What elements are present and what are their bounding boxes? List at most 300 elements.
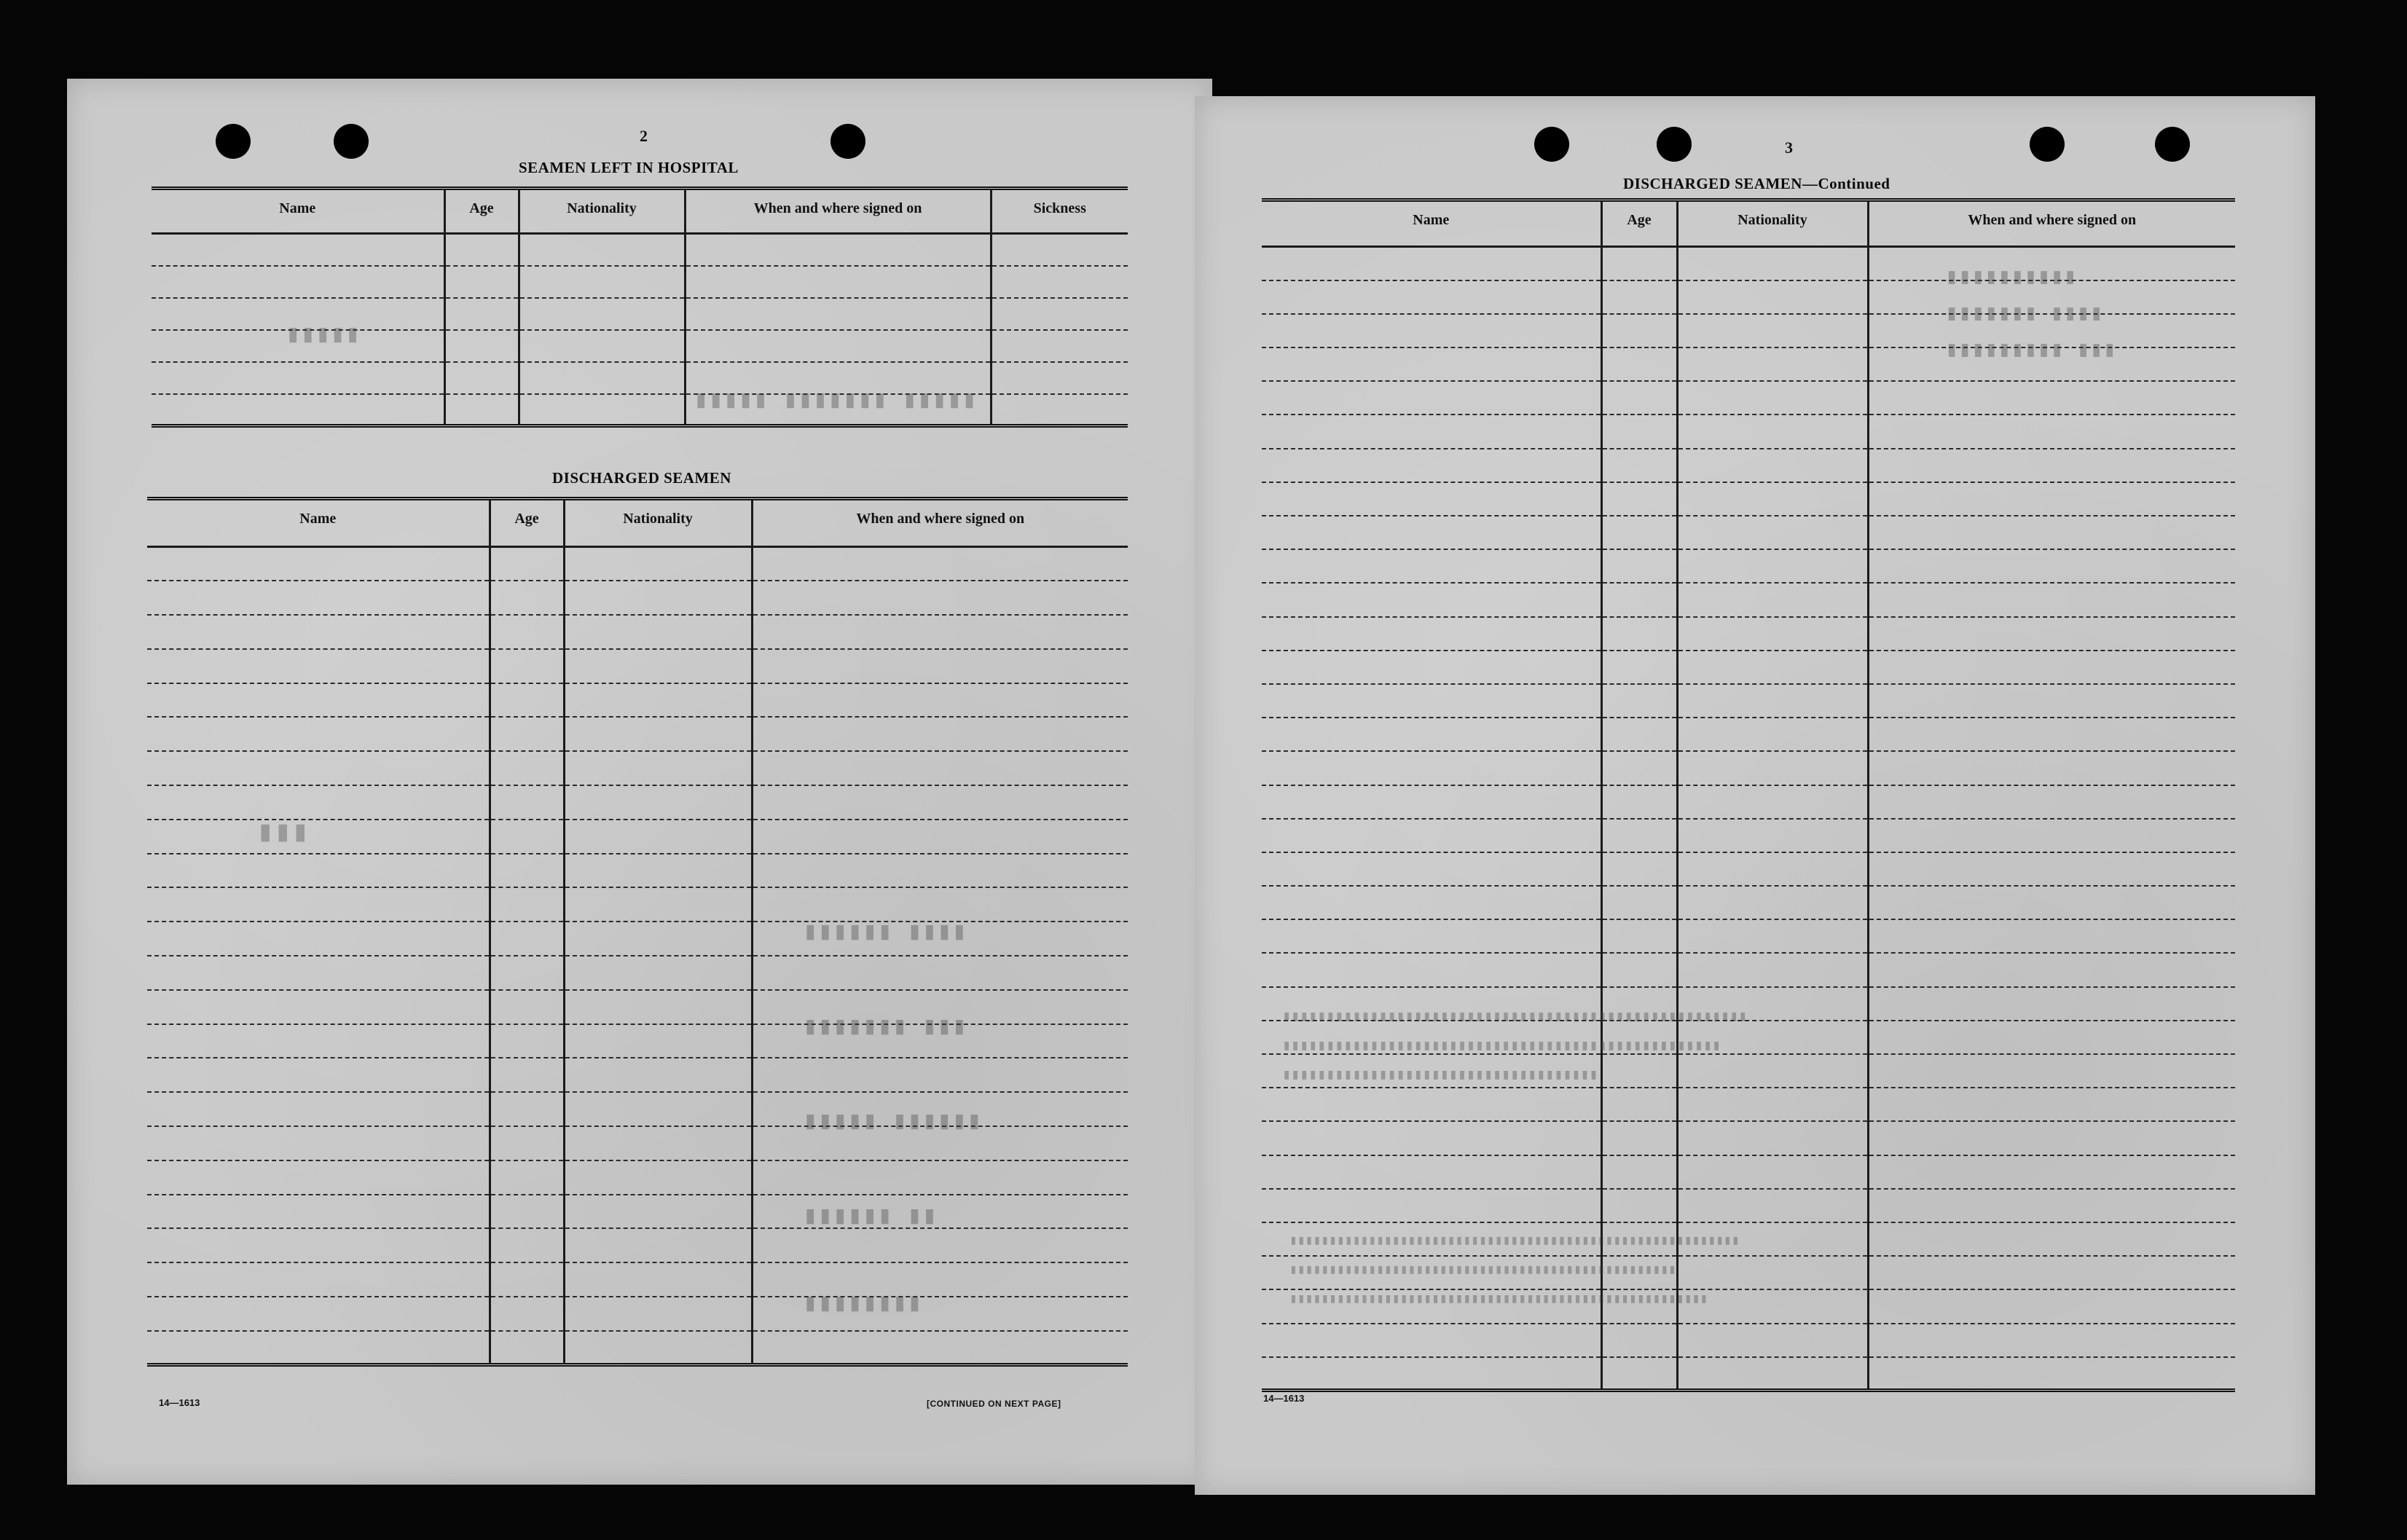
blank-cell (1601, 381, 1677, 415)
blank-cell (147, 751, 490, 785)
table-row (147, 1262, 1128, 1297)
bleed-through-marks: ▮▮▮▮▮▮ ▮▮ (803, 1203, 938, 1231)
blank-cell (147, 990, 490, 1024)
column-header-age: Age (1601, 200, 1677, 247)
blank-cell (152, 234, 444, 266)
punch-hole (216, 124, 251, 159)
blank-cell (991, 330, 1128, 362)
blank-cell (564, 820, 752, 854)
blank-cell (1601, 1088, 1677, 1121)
blank-cell (564, 1262, 752, 1297)
table-row (1262, 1088, 2235, 1121)
punch-hole (831, 124, 865, 159)
blank-cell (1262, 1121, 1601, 1155)
blank-cell (1677, 617, 1868, 651)
blank-cell (1601, 280, 1677, 314)
blank-cell (1262, 347, 1601, 381)
table-row (1262, 718, 2235, 751)
blank-cell (490, 956, 564, 990)
blank-cell (1601, 1054, 1677, 1088)
blank-cell (1868, 415, 2235, 448)
table-row (1262, 314, 2235, 347)
blank-cell (991, 266, 1128, 298)
blank-cell (147, 1297, 490, 1331)
column-header-signed-on: When and where signed on (1868, 200, 2235, 247)
blank-cell (564, 1297, 752, 1331)
table-row (1262, 1357, 2235, 1391)
blank-cell (1262, 684, 1601, 718)
table-row (147, 1160, 1128, 1195)
page-number: 2 (640, 127, 648, 145)
blank-cell (752, 615, 1128, 649)
blank-cell (1868, 852, 2235, 886)
blank-cell (444, 298, 519, 330)
blank-cell (490, 1092, 564, 1126)
blank-cell (752, 1024, 1128, 1058)
punch-hole (2030, 127, 2065, 162)
blank-cell (752, 581, 1128, 615)
blank-cell (564, 1195, 752, 1229)
blank-cell (564, 649, 752, 683)
table-row (1262, 1256, 2235, 1289)
blank-cell (490, 1160, 564, 1195)
blank-cell (1677, 1189, 1868, 1222)
blank-cell (1677, 381, 1868, 415)
blank-cell (1601, 953, 1677, 986)
blank-cell (1677, 718, 1868, 751)
blank-cell (1868, 247, 2235, 280)
blank-cell (991, 394, 1128, 426)
table-row (1262, 617, 2235, 651)
blank-cell (564, 1126, 752, 1160)
blank-cell (564, 854, 752, 888)
blank-cell (1262, 1256, 1601, 1289)
table-row (147, 887, 1128, 922)
blank-cell (1677, 280, 1868, 314)
blank-cell (147, 581, 490, 615)
bleed-through-marks: ▮▮▮▮▮▮ ▮▮▮▮ (803, 919, 967, 947)
blank-cell (1601, 583, 1677, 616)
blank-cell (490, 922, 564, 956)
blank-cell (147, 785, 490, 820)
column-header-nationality: Nationality (564, 499, 752, 547)
blank-cell (1677, 819, 1868, 852)
blank-cell (1601, 314, 1677, 347)
blank-cell (490, 887, 564, 922)
table-row (147, 854, 1128, 888)
table-row (1262, 751, 2235, 785)
punch-hole (1534, 127, 1569, 162)
blank-cell (1262, 919, 1601, 953)
blank-cell (147, 922, 490, 956)
punch-hole (334, 124, 369, 159)
blank-cell (147, 649, 490, 683)
blank-cell (490, 1331, 564, 1365)
blank-cell (1868, 617, 2235, 651)
table-row (1262, 819, 2235, 852)
blank-cell (1262, 516, 1601, 549)
blank-cell (752, 751, 1128, 785)
blank-cell (490, 1126, 564, 1160)
blank-cell (1601, 482, 1677, 516)
table-row (1262, 1021, 2235, 1054)
blank-cell (1262, 583, 1601, 616)
table-row (147, 1126, 1128, 1160)
blank-cell (1601, 247, 1677, 280)
discharged-continued-table (1262, 198, 2235, 1392)
blank-cell (519, 266, 685, 298)
blank-cell (685, 394, 991, 426)
bleed-through-marks: ▮▮▮▮▮ (286, 322, 361, 350)
blank-cell (1262, 1222, 1601, 1256)
blank-cell (1601, 1121, 1677, 1155)
table-row (147, 581, 1128, 615)
table-row (1262, 583, 2235, 616)
blank-cell (1262, 1054, 1601, 1088)
blank-cell (1677, 1054, 1868, 1088)
column-header-age: Age (444, 189, 519, 234)
table-row (1262, 1324, 2235, 1357)
table-row (1262, 1189, 2235, 1222)
blank-cell (564, 717, 752, 751)
blank-cell (685, 234, 991, 266)
discharged-table (147, 497, 1128, 1367)
blank-cell (1601, 1155, 1677, 1189)
blank-cell (1868, 651, 2235, 684)
bleed-through-marks: ▮▮▮▮▮▮▮ ▮▮▮▮ (1945, 302, 2103, 327)
blank-cell (444, 234, 519, 266)
blank-cell (1868, 684, 2235, 718)
blank-cell (1262, 852, 1601, 886)
blank-cell (752, 717, 1128, 751)
blank-cell (564, 922, 752, 956)
blank-cell (685, 362, 991, 394)
blank-cell (991, 362, 1128, 394)
blank-cell (1677, 919, 1868, 953)
punch-hole (2155, 127, 2190, 162)
table-row (147, 1297, 1128, 1331)
blank-cell (1868, 1189, 2235, 1222)
blank-cell (147, 820, 490, 854)
blank-cell (1262, 617, 1601, 651)
bleed-through-marks: ▮▮▮▮▮▮▮▮▮▮▮▮▮▮▮▮▮▮▮▮▮▮▮▮▮▮▮▮▮▮▮▮▮▮▮▮▮▮▮▮▮▮▮▮▮▮▮▮▮ (1289, 1263, 1677, 1278)
blank-cell (1868, 449, 2235, 482)
blank-cell (1262, 785, 1601, 819)
blank-cell (147, 1228, 490, 1262)
blank-cell (147, 1160, 490, 1195)
blank-cell (490, 1297, 564, 1331)
blank-cell (490, 547, 564, 581)
punch-hole (1657, 127, 1692, 162)
blank-cell (752, 956, 1128, 990)
blank-cell (147, 1024, 490, 1058)
table-row (147, 1331, 1128, 1365)
blank-cell (490, 990, 564, 1024)
table-row (1262, 549, 2235, 583)
blank-cell (147, 615, 490, 649)
blank-cell (752, 547, 1128, 581)
table-row (152, 330, 1128, 362)
bleed-through-marks: ▮▮▮▮▮▮▮▮▮▮▮▮▮▮▮▮▮▮▮▮▮▮▮▮▮▮▮▮▮▮▮▮▮▮▮▮▮▮▮▮▮▮▮▮▮▮▮▮▮▮ (1282, 1038, 1721, 1055)
blank-cell (685, 298, 991, 330)
bleed-through-marks: ▮▮▮▮▮▮▮▮▮▮▮▮▮▮▮▮▮▮▮▮▮▮▮▮▮▮▮▮▮▮▮▮▮▮▮▮▮▮▮▮▮▮▮▮▮▮▮▮▮▮▮▮▮ (1289, 1292, 1708, 1307)
blank-cell (1677, 516, 1868, 549)
blank-cell (1868, 819, 2235, 852)
blank-cell (490, 1058, 564, 1092)
blank-cell (564, 887, 752, 922)
blank-cell (444, 394, 519, 426)
table-row (1262, 381, 2235, 415)
blank-cell (1868, 1155, 2235, 1189)
blank-cell (1677, 347, 1868, 381)
blank-cell (519, 362, 685, 394)
column-header-signed-on: When and where signed on (685, 189, 991, 234)
blank-cell (1677, 482, 1868, 516)
blank-cell (752, 1195, 1128, 1229)
blank-cell (1868, 1324, 2235, 1357)
hospital-section-title: SEAMEN LEFT IN HOSPITAL (519, 159, 739, 176)
blank-cell (564, 751, 752, 785)
blank-cell (1601, 347, 1677, 381)
blank-cell (1601, 1256, 1677, 1289)
blank-cell (147, 887, 490, 922)
column-header-name: Name (1262, 200, 1601, 247)
table-row (1262, 684, 2235, 718)
blank-cell (519, 394, 685, 426)
blank-cell (991, 234, 1128, 266)
page-number: 3 (1785, 138, 1793, 157)
blank-cell (1262, 381, 1601, 415)
blank-cell (1677, 415, 1868, 448)
column-header-name: Name (147, 499, 490, 547)
blank-cell (1868, 280, 2235, 314)
blank-cell (1868, 1121, 2235, 1155)
blank-cell (1262, 1021, 1601, 1054)
blank-cell (1262, 415, 1601, 448)
table-row (1262, 449, 2235, 482)
blank-cell (519, 330, 685, 362)
blank-cell (1677, 1324, 1868, 1357)
blank-cell (1868, 1357, 2235, 1391)
discharged-continued-section-title (1623, 175, 1890, 193)
blank-cell (1262, 953, 1601, 986)
blank-cell (752, 1297, 1128, 1331)
blank-cell (1677, 1088, 1868, 1121)
bleed-through-marks: ▮▮▮▮▮ ▮▮▮▮▮▮▮ ▮▮▮▮▮ (694, 388, 977, 415)
blank-cell (564, 1331, 752, 1365)
table-row (147, 1024, 1128, 1058)
blank-cell (564, 683, 752, 718)
blank-cell (752, 1331, 1128, 1365)
blank-cell (564, 1092, 752, 1126)
blank-cell (1262, 449, 1601, 482)
blank-cell (1868, 987, 2235, 1021)
blank-cell (564, 1160, 752, 1195)
blank-cell (1262, 1088, 1601, 1121)
blank-cell (1677, 549, 1868, 583)
blank-cell (752, 820, 1128, 854)
blank-cell (1601, 785, 1677, 819)
bleed-through-marks: ▮▮▮▮▮▮▮▮▮ ▮▮▮ (1945, 339, 2116, 364)
blank-cell (490, 785, 564, 820)
table-row (147, 1195, 1128, 1229)
blank-cell (490, 1024, 564, 1058)
blank-cell (564, 1228, 752, 1262)
blank-cell (1601, 987, 1677, 1021)
blank-cell (1868, 1088, 2235, 1121)
blank-cell (1601, 1357, 1677, 1391)
blank-cell (1868, 1021, 2235, 1054)
blank-cell (1262, 1189, 1601, 1222)
blank-cell (752, 649, 1128, 683)
blank-cell (490, 751, 564, 785)
blank-cell (1868, 314, 2235, 347)
blank-cell (1677, 751, 1868, 785)
blank-cell (752, 1262, 1128, 1297)
bleed-through-marks: ▮▮▮▮▮ ▮▮▮▮▮▮ (803, 1109, 982, 1136)
blank-cell (564, 581, 752, 615)
blank-cell (1868, 919, 2235, 953)
blank-cell (1601, 1289, 1677, 1323)
table-row (1262, 247, 2235, 280)
bleed-through-marks: ▮▮▮▮▮▮▮ ▮▮▮ (803, 1014, 967, 1042)
blank-cell (1677, 785, 1868, 819)
blank-cell (1601, 1021, 1677, 1054)
blank-cell (752, 1228, 1128, 1262)
table-row (1262, 987, 2235, 1021)
blank-cell (1262, 1289, 1601, 1323)
blank-cell (1677, 247, 1868, 280)
blank-cell (1868, 583, 2235, 616)
table-row (1262, 280, 2235, 314)
section-title-suffix: —Continued (1802, 175, 1890, 192)
blank-cell (1677, 1357, 1868, 1391)
blank-cell (1677, 953, 1868, 986)
blank-cell (490, 854, 564, 888)
blank-cell (752, 1160, 1128, 1195)
table-row (147, 820, 1128, 854)
blank-cell (519, 234, 685, 266)
blank-cell (1868, 381, 2235, 415)
blank-cell (1262, 886, 1601, 919)
blank-cell (1601, 919, 1677, 953)
blank-cell (685, 330, 991, 362)
blank-cell (1601, 751, 1677, 785)
blank-cell (564, 1058, 752, 1092)
table-row (152, 394, 1128, 426)
blank-cell (1601, 415, 1677, 448)
blank-cell (1868, 718, 2235, 751)
blank-cell (1677, 1121, 1868, 1155)
blank-cell (147, 1195, 490, 1229)
column-header-nationality: Nationality (519, 189, 685, 234)
blank-cell (152, 330, 444, 362)
table-row (1262, 1222, 2235, 1256)
blank-cell (1868, 1054, 2235, 1088)
blank-cell (564, 785, 752, 820)
blank-cell (752, 785, 1128, 820)
form-code: 14—1613 (1263, 1393, 1305, 1404)
blank-cell (1868, 549, 2235, 583)
blank-cell (1601, 449, 1677, 482)
table-row (152, 266, 1128, 298)
blank-cell (147, 1092, 490, 1126)
blank-cell (564, 990, 752, 1024)
table-row (1262, 785, 2235, 819)
table-row (1262, 953, 2235, 986)
table-row (147, 1058, 1128, 1092)
blank-cell (564, 956, 752, 990)
table-row (147, 649, 1128, 683)
blank-cell (152, 362, 444, 394)
table-row (1262, 415, 2235, 448)
blank-cell (490, 820, 564, 854)
form-code: 14—1613 (159, 1397, 200, 1408)
blank-cell (1677, 1222, 1868, 1256)
blank-cell (1868, 953, 2235, 986)
bleed-through-marks: ▮▮▮▮▮▮▮▮ (803, 1291, 922, 1319)
table-row (147, 615, 1128, 649)
bleed-through-marks: ▮▮▮▮▮▮▮▮▮▮▮▮▮▮▮▮▮▮▮▮▮▮▮▮▮▮▮▮▮▮▮▮▮▮▮▮▮▮▮▮▮▮▮▮▮▮▮▮▮▮▮▮▮▮▮▮▮ (1289, 1234, 1740, 1249)
blank-cell (1677, 583, 1868, 616)
blank-cell (1677, 684, 1868, 718)
discharged-section-title: DISCHARGED SEAMEN (552, 469, 731, 487)
bleed-through-marks: ▮▮▮▮▮▮▮▮▮▮▮▮▮▮▮▮▮▮▮▮▮▮▮▮▮▮▮▮▮▮▮▮▮▮▮▮▮▮▮▮▮▮▮▮▮▮▮▮▮▮▮▮▮ (1282, 1009, 1748, 1026)
blank-cell (1601, 852, 1677, 886)
blank-cell (1601, 684, 1677, 718)
blank-cell (1262, 819, 1601, 852)
blank-cell (490, 1262, 564, 1297)
blank-cell (1262, 1155, 1601, 1189)
blank-cell (1677, 651, 1868, 684)
blank-cell (564, 1024, 752, 1058)
table-row (1262, 516, 2235, 549)
column-header-age: Age (490, 499, 564, 547)
blank-cell (1868, 1222, 2235, 1256)
blank-cell (1601, 1324, 1677, 1357)
blank-cell (1601, 1222, 1677, 1256)
table-row (147, 922, 1128, 956)
blank-cell (1868, 785, 2235, 819)
blank-cell (490, 1228, 564, 1262)
table-row (1262, 651, 2235, 684)
blank-cell (444, 266, 519, 298)
table-row (147, 785, 1128, 820)
blank-cell (490, 1195, 564, 1229)
blank-cell (752, 683, 1128, 718)
blank-cell (1677, 449, 1868, 482)
blank-cell (1868, 347, 2235, 381)
table-row (147, 717, 1128, 751)
blank-cell (752, 887, 1128, 922)
blank-cell (1262, 482, 1601, 516)
blank-cell (1601, 1189, 1677, 1222)
blank-cell (152, 298, 444, 330)
table-row (1262, 1289, 2235, 1323)
column-header-name: Name (152, 189, 444, 234)
blank-cell (444, 362, 519, 394)
blank-cell (1677, 1155, 1868, 1189)
column-header-nationality: Nationality (1677, 200, 1868, 247)
blank-cell (147, 956, 490, 990)
blank-cell (1262, 280, 1601, 314)
right-page (1195, 96, 2315, 1495)
table-row (1262, 1155, 2235, 1189)
blank-cell (147, 854, 490, 888)
blank-cell (752, 854, 1128, 888)
blank-cell (490, 581, 564, 615)
blank-cell (752, 1092, 1128, 1126)
